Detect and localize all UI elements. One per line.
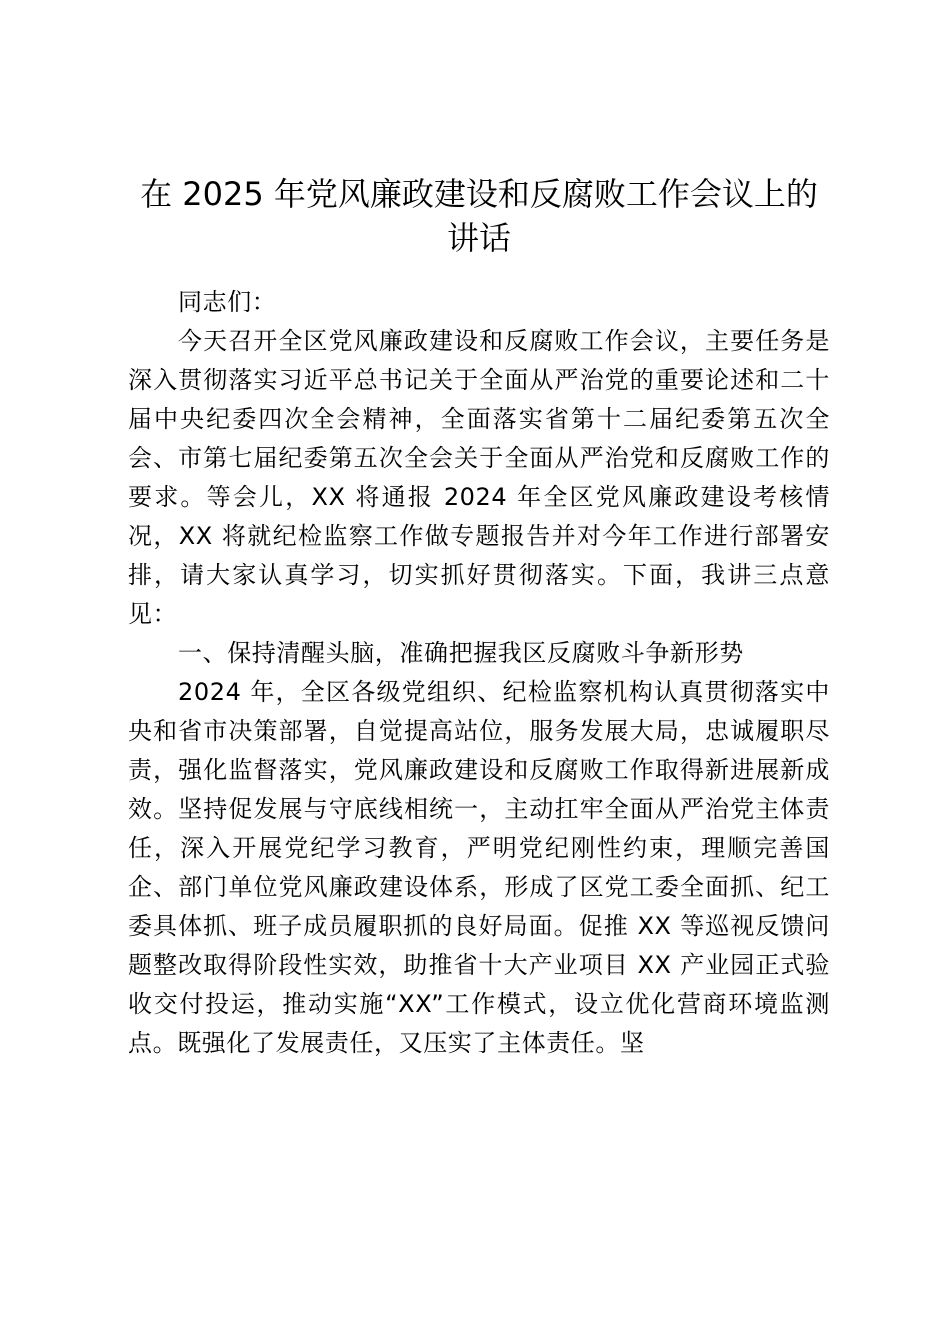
section-heading: 一、保持清醒头脑，准确把握我区反腐败斗争新形势 (178, 639, 744, 667)
document-title: 在 2025 年党风廉政建设和反腐败工作会议上的讲话 (140, 175, 818, 257)
document-body (128, 283, 830, 1063)
salutation: 同志们： (178, 288, 277, 316)
section-paragraph: 2024 年，全区各级党组织、纪检监察机构认真贯彻落实中央和省市决策部署，自觉提高站位，服务发展大局，忠诚履职尽责，强化监督落实，党风廉政建设和反腐败工作取得新进展新成效。坚持促发展与守底线相统一，主动扛牢全面从严治党主体责任，深入开展党纪学习教育，严明党纪刚性约束，理顺完善国企、部门单位党风廉政建设体系，形成了区党工委全面抓、纪工委具体抓、班子成员履职抓的良好局面。促推 XX 等巡视反馈问题整改取得阶段性实效，助推省十大产业项目 XX 产业园正式验收交付投运，推动实施“XX”工作模式，设立优化营商环境监测点。既强化了发展责任，又压实了主体责任。坚 (128, 678, 830, 1057)
intro-paragraph: 今天召开全区党风廉政建设和反腐败工作会议，主要任务是深入贯彻落实习近平总书记关于全面从严治党的重要论述和二十届中央纪委四次全会精神，全面落实省第十二届纪委第五次全会、市第七届纪委第五次全会关于全面从严治党和反腐败工作的要求。等会儿，XX 将通报 2024 年全区党风廉政建设考核情况，XX 将就纪检监察工作做专题报告并对今年工作进行部署安排，请大家认真学习，切实抓好贯彻落实。下面，我讲三点意见： (128, 327, 830, 628)
